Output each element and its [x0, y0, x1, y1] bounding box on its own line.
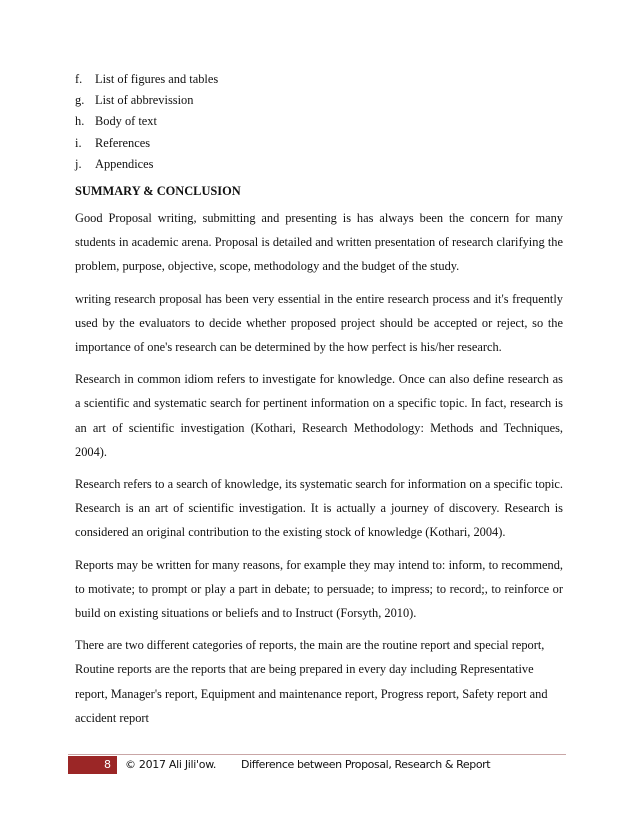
list-text: Appendices: [95, 156, 154, 171]
list-letter: i.: [75, 135, 82, 150]
footer-copyright: © 2017 Ali Jili'ow.: [125, 758, 217, 771]
paragraph: Research refers to a search of knowledge, its systematic search for information on a specific topic. Research is an art of scientific investigation. It is actually a journey of discovery. Research is considered an original contribution to the existing stock of knowledge (Kothari, 2004).: [75, 476, 563, 540]
section-heading: SUMMARY & CONCLUSION: [75, 183, 241, 198]
list-item: [75, 90, 563, 111]
page-content: [75, 69, 563, 738]
paragraph: Research in common idiom refers to investigate for knowledge. Once can also define research as a scientific and systematic search for pertinent information on a specific topic. In fact, research is an art of scientific investigation (Kothari, Research Methodology: Methods and Techniques, 2004).: [75, 372, 563, 459]
paragraph: Reports may be written for many reasons, for example they may intend to: inform, to recommend, to motivate; to prompt or play a part in debate; to persuade; to impress; to record;, to reinforce or build on existing situations or beliefs and to Instruct (Forsyth, 2010).: [75, 557, 563, 620]
list-text: Body of text: [95, 114, 157, 129]
list-text: References: [95, 135, 151, 150]
footer-document-title: Difference between Proposal, Research & Report: [241, 758, 491, 771]
list-text: List of abbrevission: [95, 93, 194, 108]
paragraph: There are two different categories of reports, the main are the routine report and special report, Routine reports are the reports that are being prepared in every day including Representative report, Manager's report, Equipment and maintenance report, Progress report, Safety report and accident report: [75, 638, 548, 725]
paragraph: Good Proposal writing, submitting and presenting is has always been the concern for many students in academic arena. Proposal is detailed and written presentation of research clarifying the problem, purpose, objective, scope, methodology and the budget of the study.: [75, 210, 563, 274]
page-footer: [68, 756, 566, 774]
list-item: [75, 111, 563, 132]
list-letter: j.: [75, 156, 82, 171]
paragraph: writing research proposal has been very essential in the entire research process and it's frequently used by the evaluators to decide whether proposed project should be accepted or reject, so the importance of one's research can be determined by the how perfect is his/her research.: [75, 291, 563, 354]
footer-divider: [68, 754, 566, 755]
list-letter: g.: [75, 93, 85, 108]
page-number: 8: [68, 756, 117, 774]
list-item: [75, 154, 563, 175]
list-letter: f.: [75, 72, 83, 86]
list-letter: h.: [75, 114, 85, 129]
list-item: [75, 133, 563, 154]
list-item: [75, 69, 563, 90]
list-text: List of figures and tables: [95, 72, 219, 86]
report-structure-list: [75, 69, 563, 175]
